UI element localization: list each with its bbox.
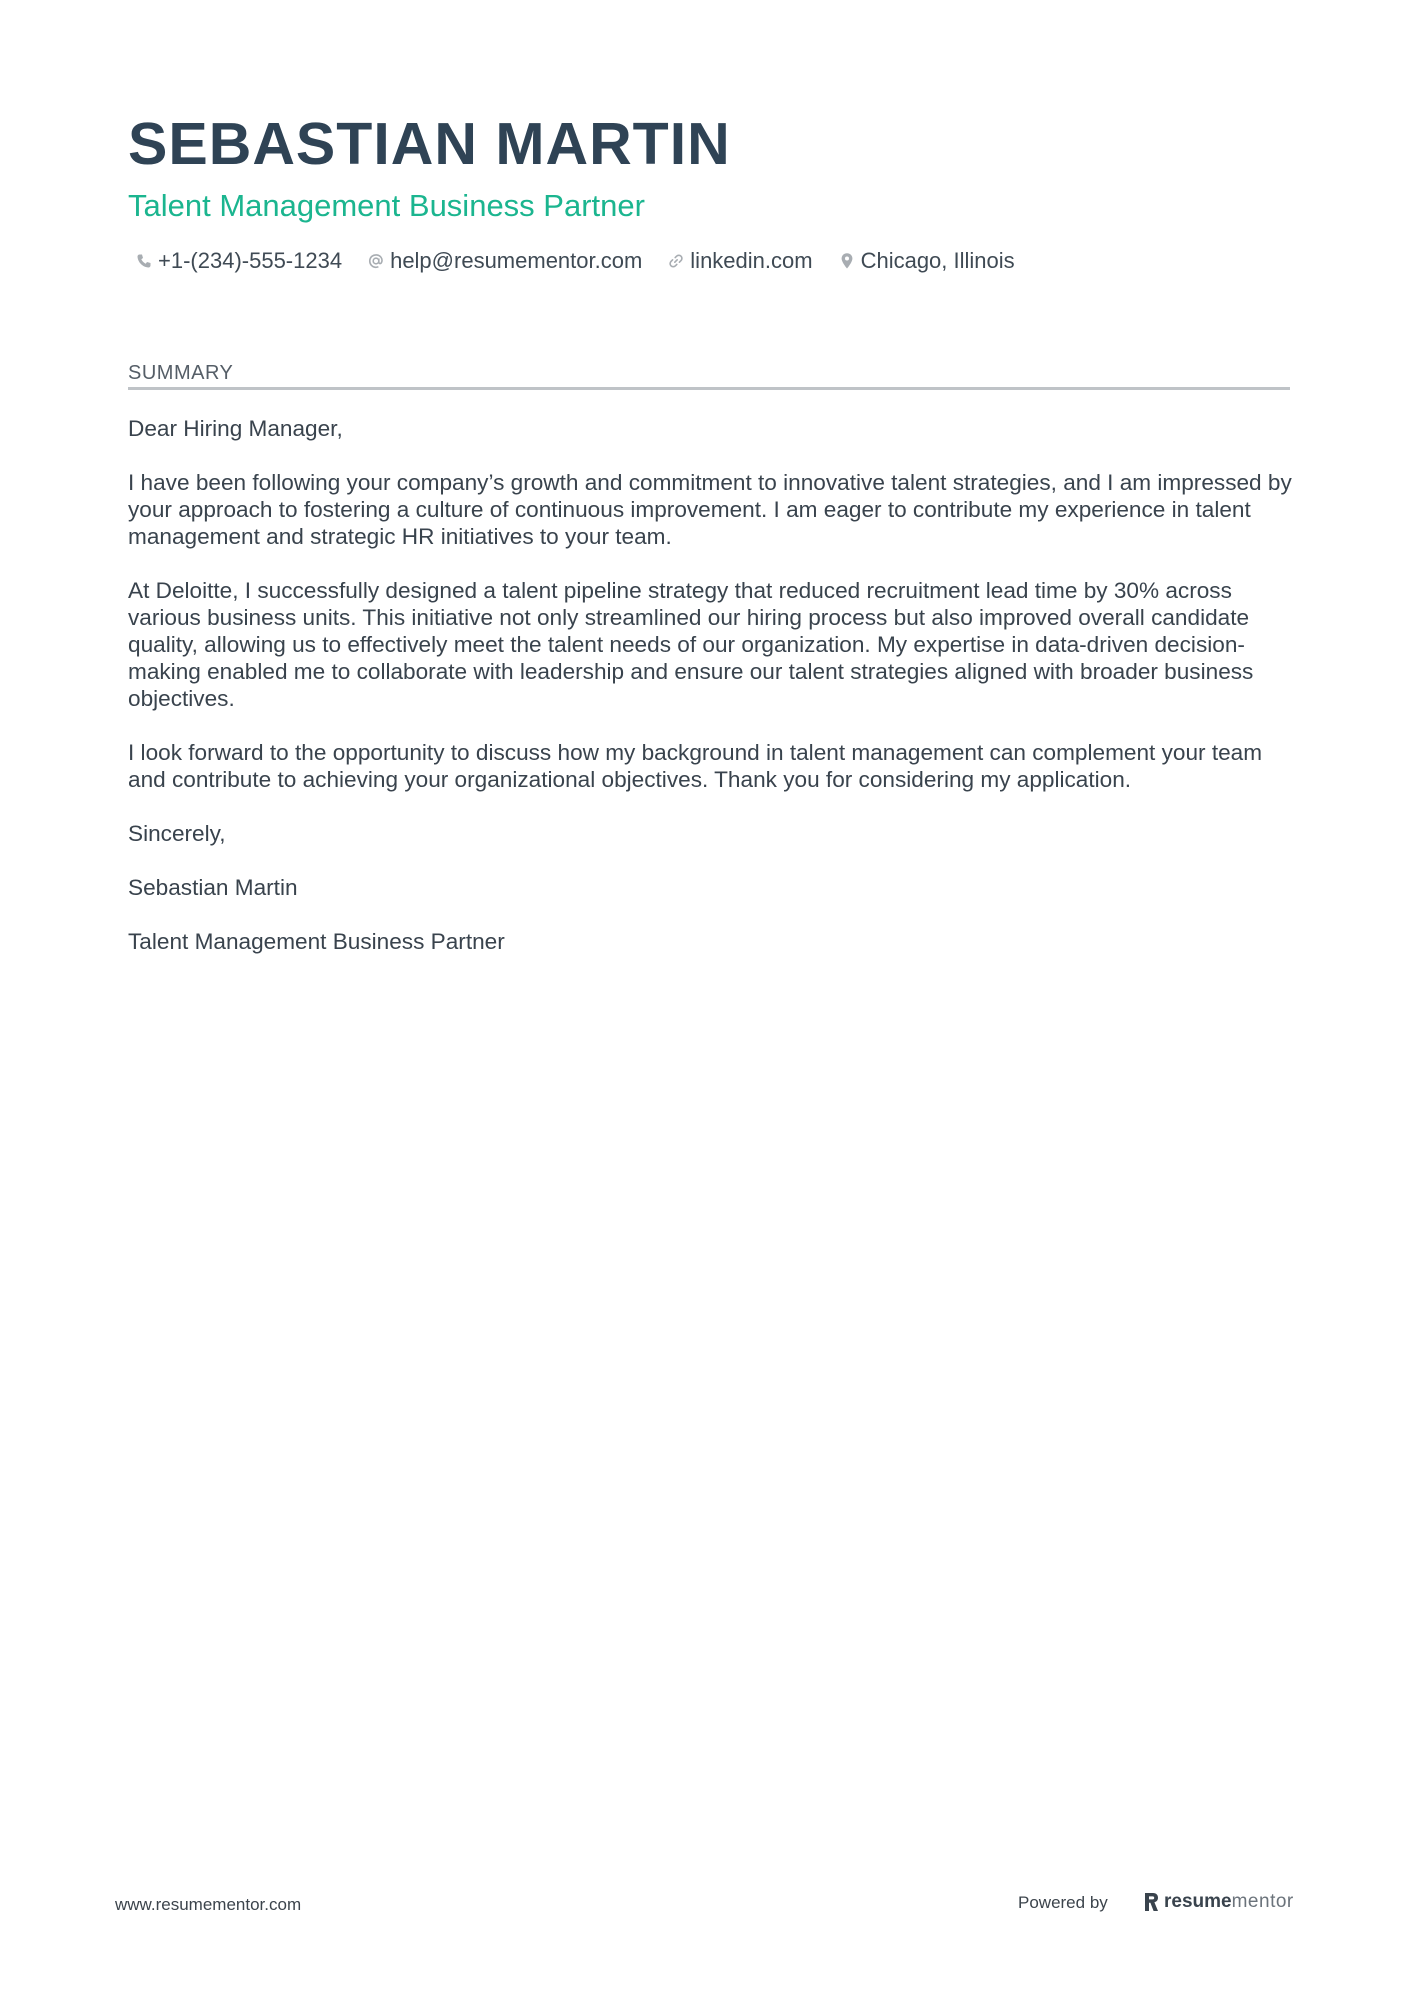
letter-body bbox=[128, 415, 1296, 982]
contact-location-text: Chicago, Illinois bbox=[860, 248, 1015, 273]
candidate-name: SEBASTIAN MARTIN bbox=[128, 111, 731, 177]
phone-icon bbox=[136, 253, 152, 269]
at-icon bbox=[368, 253, 384, 269]
letter-paragraph-experience: At Deloitte, I successfully designed a talent pipeline strategy that reduced recruitment lead time by 30% across various business units. This initiative not only streamlined our hiring process but also improved overall candidate quality, allowing us to effectively meet the talent needs of our organization. My expertise in data-driven decision-making enabled me to collaborate with leadership and ensure our talent strategies aligned with broader business objectives. bbox=[128, 578, 1254, 711]
contact-phone-text: +1-(234)-555-1234 bbox=[158, 248, 343, 273]
link-icon bbox=[668, 253, 684, 269]
resumementor-logo[interactable] bbox=[1142, 1889, 1294, 1915]
contact-email-text: help@resumementor.com bbox=[390, 248, 643, 273]
letter-paragraph-closing: I look forward to the opportunity to discuss how my background in talent management can complement your team and contribute to achieving your organizational objectives. Thank you for considering my application. bbox=[128, 740, 1263, 792]
footer-website-link[interactable]: www.resumementor.com bbox=[115, 1895, 302, 1914]
candidate-job-title: Talent Management Business Partner bbox=[128, 188, 645, 223]
summary-heading: SUMMARY bbox=[128, 362, 234, 384]
contact-phone bbox=[136, 248, 342, 274]
section-divider bbox=[128, 387, 1290, 390]
footer-powered-by: Powered by bbox=[1018, 1893, 1108, 1912]
logo-text-light: mentor bbox=[1231, 1891, 1294, 1912]
resumementor-logo-icon bbox=[1142, 1891, 1160, 1913]
logo-text-bold: resume bbox=[1164, 1891, 1232, 1912]
contact-email bbox=[368, 248, 642, 274]
letter-signature-name: Sebastian Martin bbox=[128, 875, 298, 900]
contact-linkedin bbox=[668, 248, 812, 274]
contact-bar bbox=[136, 245, 1041, 277]
letter-salutation: Dear Hiring Manager, bbox=[128, 416, 343, 441]
letter-signoff: Sincerely, bbox=[128, 821, 226, 846]
letter-signature-title: Talent Management Business Partner bbox=[128, 929, 505, 954]
letter-paragraph-intro: I have been following your company’s growth and commitment to innovative talent strategies, and I am impressed by your approach to fostering a culture of continuous improvement. I am eager to contribute my experience in talent management and strategic HR initiatives to your team. bbox=[128, 470, 1292, 549]
contact-linkedin-text: linkedin.com bbox=[690, 248, 813, 273]
location-pin-icon bbox=[839, 252, 855, 270]
contact-location bbox=[839, 248, 1015, 274]
